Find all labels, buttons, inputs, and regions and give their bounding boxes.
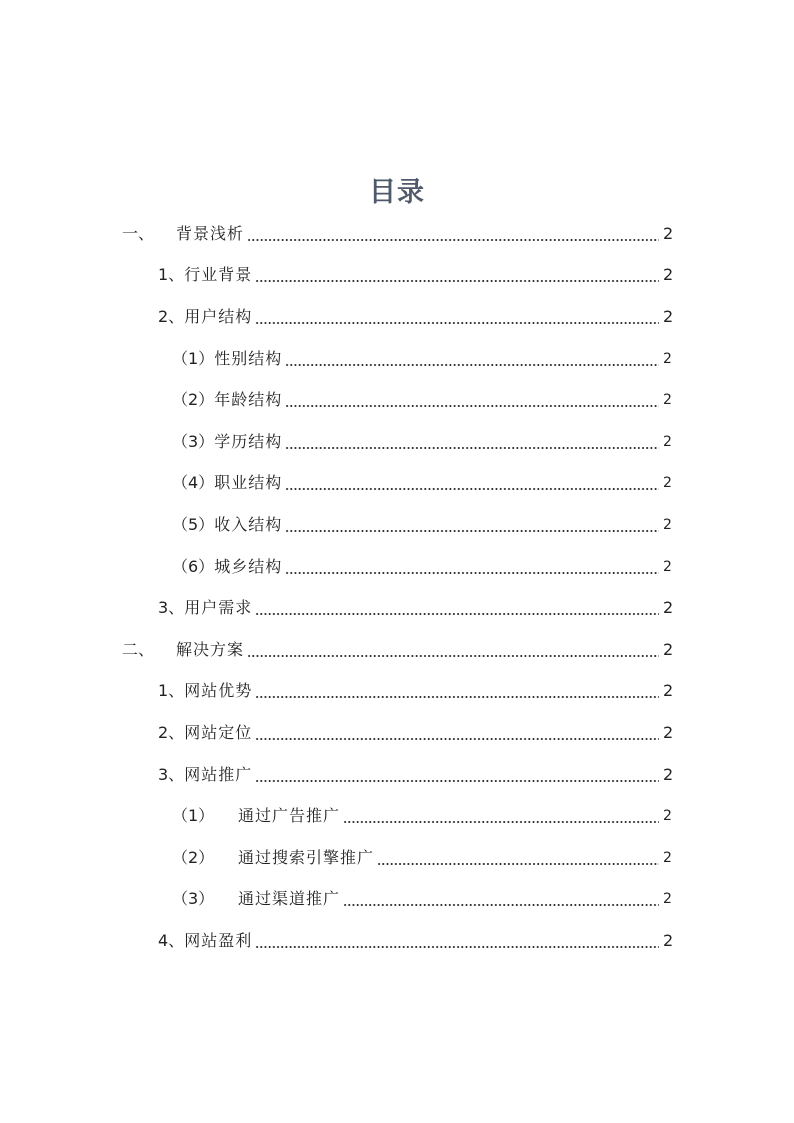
toc-dot-leader [255,946,659,948]
toc-entry-number: 二、 [122,639,155,659]
toc-dot-leader [285,572,659,574]
toc-entry-number: 1、 [158,681,185,701]
toc-entry-page: 2 [663,722,674,742]
toc-entry[interactable] [0,213,794,255]
toc-entry[interactable] [0,587,794,629]
table-of-contents [0,213,794,962]
toc-entry-title: 学历结构 [214,431,283,451]
toc-dot-leader [255,322,659,324]
toc-entry[interactable] [0,795,794,837]
toc-entry[interactable] [0,504,794,546]
toc-entry[interactable] [0,338,794,380]
toc-entry-title: 背景浅析 [176,223,245,243]
toc-entry[interactable] [0,255,794,297]
toc-entry-title: 网站定位 [184,722,253,742]
toc-entry-title: 年龄结构 [214,390,283,410]
toc-dot-leader [255,696,659,698]
toc-dot-leader [343,904,659,906]
toc-entry[interactable] [0,379,794,421]
toc-dot-leader [255,280,659,282]
toc-dot-leader [285,405,659,407]
toc-dot-leader [285,530,659,532]
toc-entry-page: 2 [663,891,672,908]
toc-entry-title: 性别结构 [214,348,283,368]
toc-dot-leader [377,863,659,865]
toc-entry-title: 通过渠道推广 [238,889,341,909]
toc-entry[interactable] [0,920,794,962]
toc-entry-page: 2 [663,475,672,492]
toc-entry-title: 城乡结构 [214,556,283,576]
toc-entry-title: 用户结构 [184,306,253,326]
toc-entry-number: 4、 [158,930,185,950]
toc-entry-number: （4） [172,473,215,493]
toc-entry[interactable] [0,546,794,588]
toc-entry-title: 网站优势 [184,681,253,701]
toc-entry-page: 2 [663,433,672,450]
toc-entry-page: 2 [663,849,672,866]
toc-entry[interactable] [0,421,794,463]
toc-entry-page: 2 [663,558,672,575]
toc-entry-title: 通过搜索引擎推广 [238,847,375,867]
toc-dot-leader [285,488,659,490]
toc-entry-number: 一、 [122,223,155,243]
toc-dot-leader [255,738,659,740]
toc-entry-title: 通过广告推广 [238,806,341,826]
toc-entry-page: 2 [663,639,674,659]
toc-entry-number: （6） [172,556,215,576]
toc-dot-leader [285,364,659,366]
toc-entry-title: 用户需求 [184,598,253,618]
toc-entry-number: 3、 [158,764,185,784]
toc-dot-leader [255,780,659,782]
toc-entry-number: （3） [172,431,215,451]
toc-entry-page: 2 [663,223,674,243]
toc-entry-title: 网站推广 [184,764,253,784]
toc-entry-page: 2 [663,808,672,825]
toc-entry[interactable] [0,629,794,671]
toc-entry[interactable] [0,463,794,505]
toc-entry-number: 3、 [158,598,185,618]
toc-entry-title: 职业结构 [214,473,283,493]
toc-entry-page: 2 [663,265,674,285]
toc-entry-page: 2 [663,681,674,701]
toc-dot-leader [247,239,659,241]
toc-entry-number: （1） [172,348,215,368]
toc-entry[interactable] [0,837,794,879]
page-title: 目录 [369,177,425,208]
toc-dot-leader [255,613,659,615]
toc-entry[interactable] [0,671,794,713]
toc-entry-number: （2） [172,390,215,410]
toc-entry-title: 行业背景 [184,265,253,285]
toc-entry[interactable] [0,754,794,796]
toc-entry-number: （3） [172,889,215,909]
toc-dot-leader [343,821,659,823]
toc-entry-number: （1） [172,806,215,826]
toc-entry-title: 收入结构 [214,514,283,534]
toc-entry[interactable] [0,296,794,338]
toc-entry-page: 2 [663,306,674,326]
toc-entry-page: 2 [663,350,672,367]
toc-entry-page: 2 [663,930,674,950]
toc-entry[interactable] [0,879,794,921]
toc-entry-page: 2 [663,516,672,533]
toc-dot-leader [247,655,659,657]
toc-entry-page: 2 [663,392,672,409]
toc-entry-number: （2） [172,847,215,867]
toc-entry-number: （5） [172,514,215,534]
toc-entry-title: 网站盈利 [184,930,253,950]
toc-entry-page: 2 [663,598,674,618]
toc-entry-number: 2、 [158,306,185,326]
toc-dot-leader [285,447,659,449]
toc-entry-page: 2 [663,764,674,784]
toc-entry-number: 2、 [158,722,185,742]
toc-entry[interactable] [0,712,794,754]
toc-entry-title: 解决方案 [176,639,245,659]
toc-entry-number: 1、 [158,265,185,285]
